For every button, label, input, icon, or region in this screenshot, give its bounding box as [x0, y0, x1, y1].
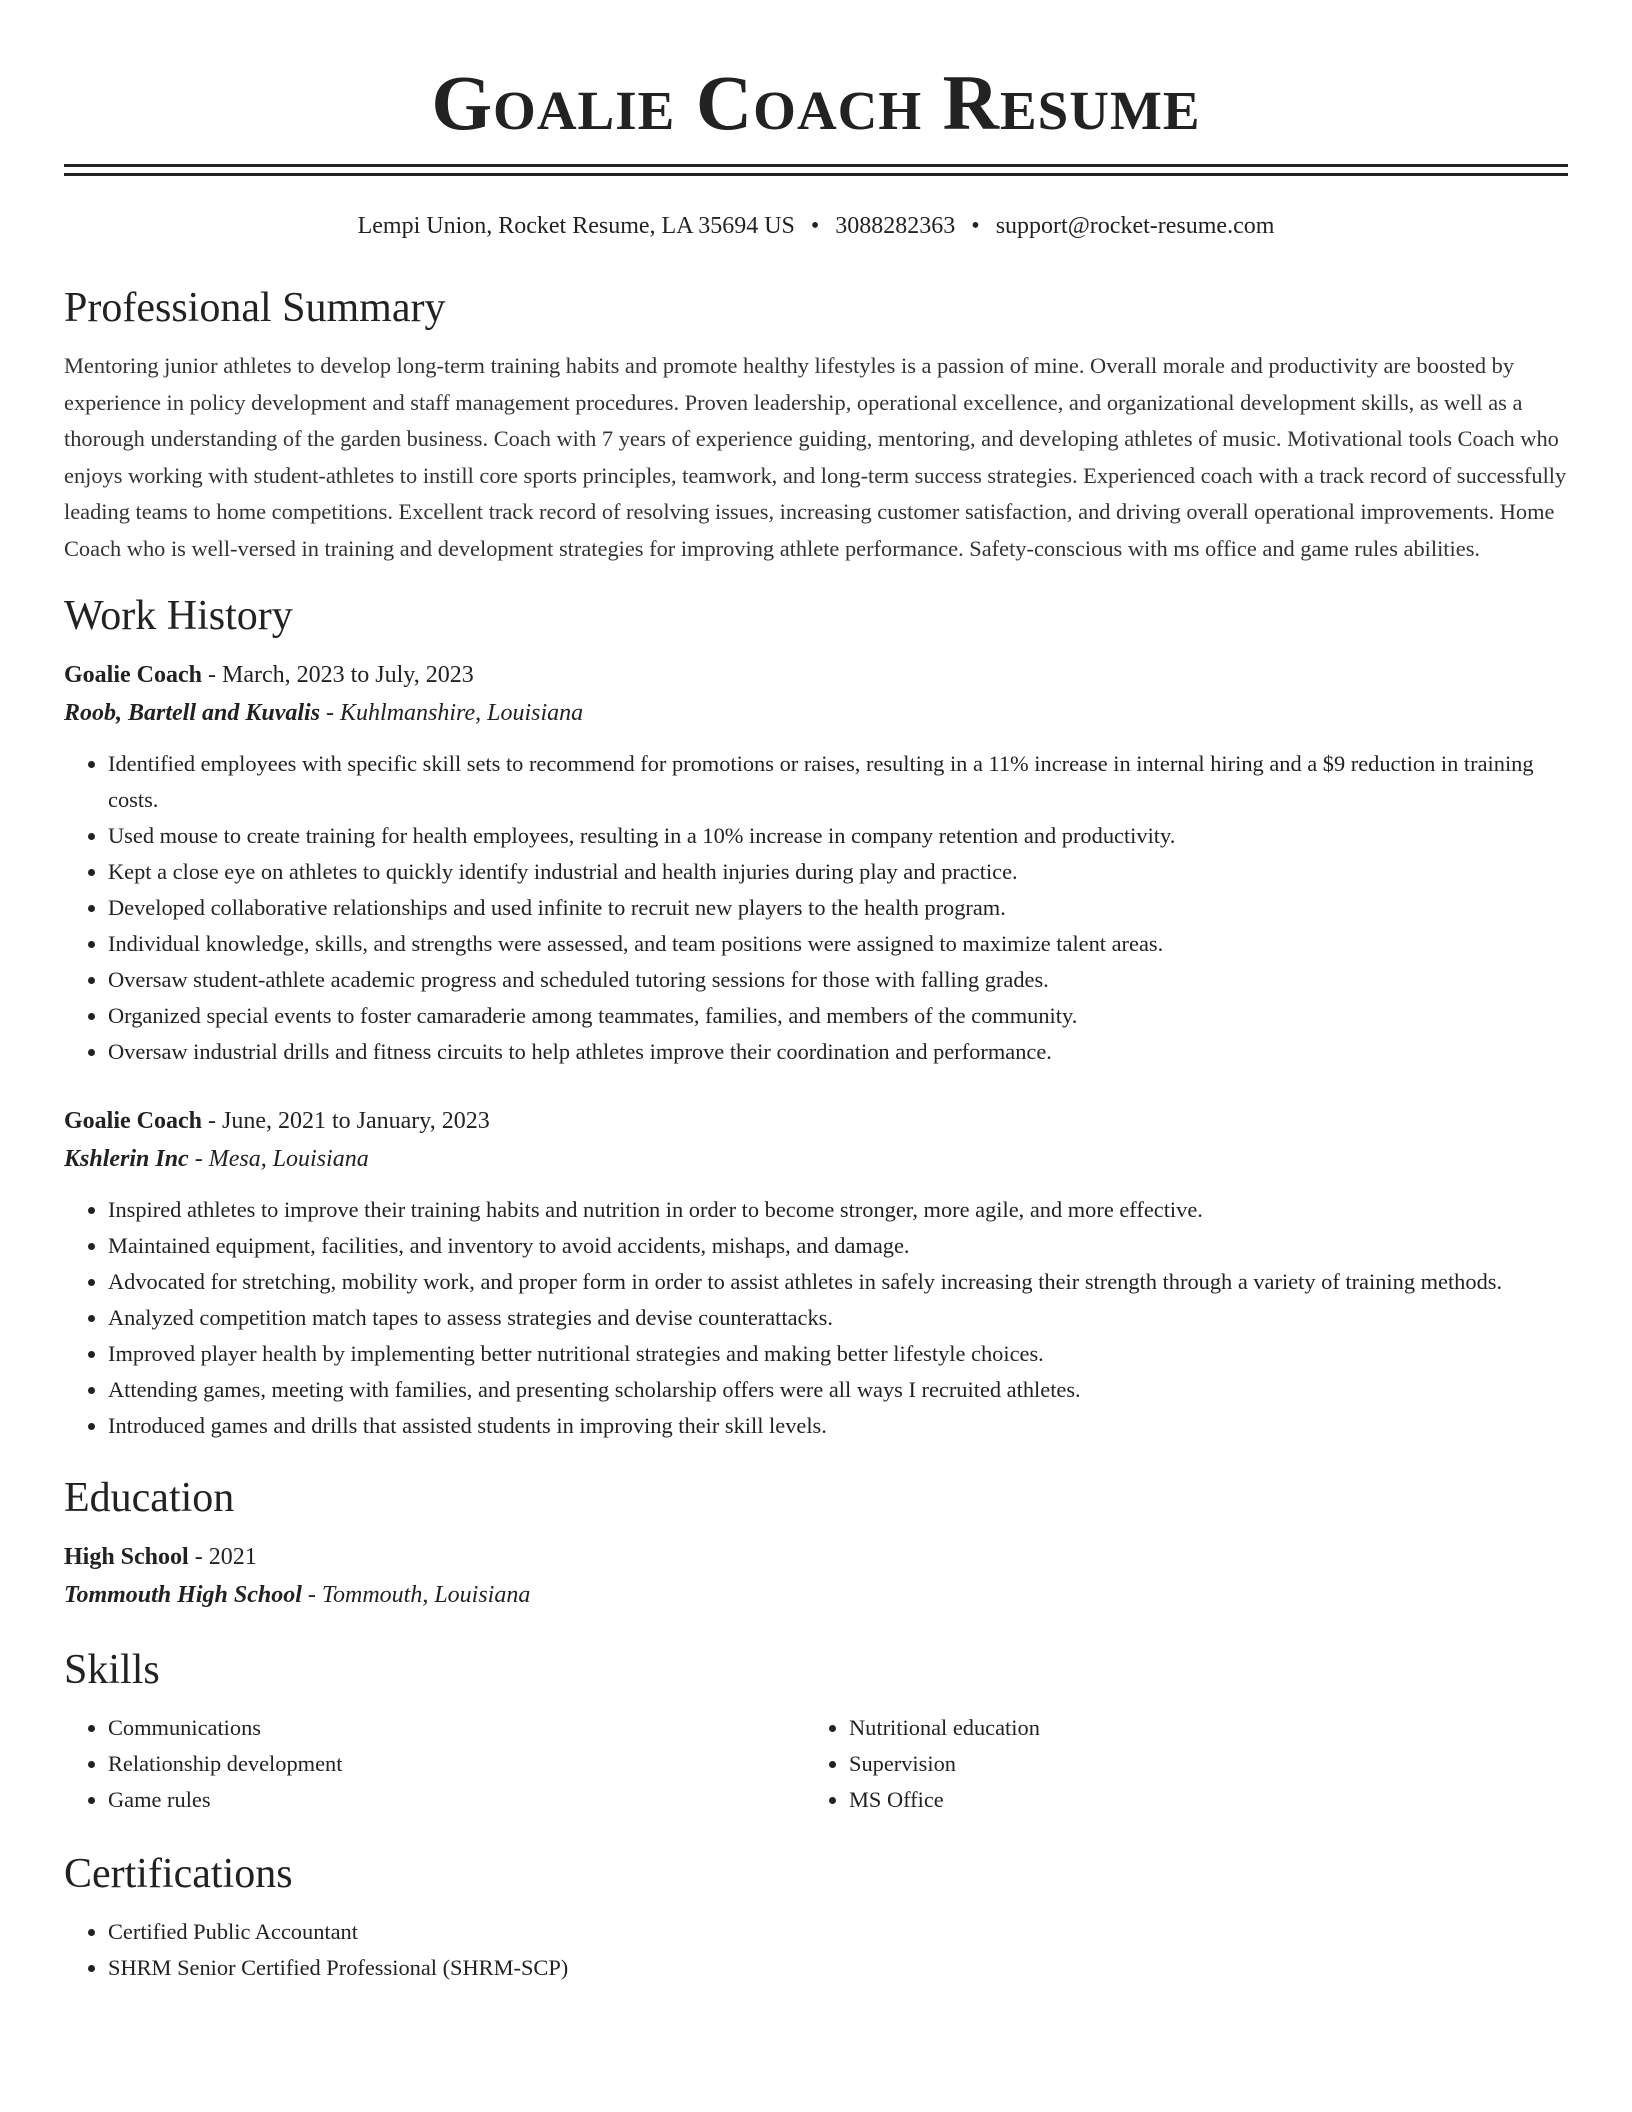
contact-separator: • [971, 213, 980, 239]
skills-column-left [64, 1710, 805, 1818]
education-degree: High School [64, 1543, 189, 1570]
skill-item: • Game rules [108, 1782, 805, 1818]
contact-line [64, 210, 1568, 242]
company-name: Kshlerin Inc [64, 1145, 189, 1172]
certifications-list [64, 1914, 1568, 1986]
education-heading: Education [64, 1474, 235, 1521]
certifications-heading: Certifications [64, 1850, 293, 1897]
skill-item: • MS Office [849, 1782, 1546, 1818]
list-item: • Identified employees with specific skill sets to recommend for promotions or raises, resulting in a 11% increase in internal hiring and a $9 reduction in training costs. [108, 746, 1568, 818]
job-title-line [64, 1102, 1568, 1140]
job-title-line [64, 656, 1568, 694]
list-item: • Oversaw industrial drills and fitness circuits to help athletes improve their coordination and performance. [108, 1034, 1568, 1070]
certification-item: • SHRM Senior Certified Professional (SHRM-SCP) [108, 1950, 1568, 1986]
job-bullets [64, 746, 1568, 1070]
job-entry-2 [64, 1102, 1568, 1444]
contact-phone: 3088282363 [835, 213, 956, 239]
list-item: • Attending games, meeting with families, and presenting scholarship offers were all ways I recruited athletes. [108, 1372, 1568, 1408]
list-item: • Analyzed competition match tapes to assess strategies and devise counterattacks. [108, 1300, 1568, 1336]
contact-separator: • [810, 213, 820, 239]
job-title: Goalie Coach [64, 1107, 202, 1134]
company-line [64, 694, 1568, 732]
company-line [64, 1140, 1568, 1178]
list-item: • Used mouse to create training for health employees, resulting in a 10% increase in company retention and productivity. [108, 818, 1568, 854]
education-school: Tommouth High School [64, 1581, 302, 1608]
list-item: • Improved player health by implementing better nutritional strategies and making better lifestyle choices. [108, 1336, 1568, 1372]
list-item: • Advocated for stretching, mobility work, and proper form in order to assist athletes in safely increasing their strength through a variety of training methods. [108, 1264, 1568, 1300]
job-dates: - June, 2021 to January, 2023 [202, 1107, 490, 1134]
job-entry-1 [64, 656, 1568, 1070]
summary-text: Mentoring junior athletes to develop long-term training habits and promote healthy lifestyles is a passion of mine. Overall morale and productivity are boosted by experience in policy development and staff management procedures. Proven leadership, operational excellence, and organizational development skills, as well as a thorough understanding of the garden business. Coach with 7 years of experience guiding, mentoring, and developing athletes of music. Motivational tools Coach who enjoys working with student-athletes to instill core sports principles, teamwork, and long-term success strategies. Experienced coach with a track record of successfully leading teams to home competitions. Excellent track record of resolving issues, increasing customer satisfaction, and driving overall operational improvements. Home Coach who is well-versed in training and development strategies for improving athlete performance. Safety-conscious with ms office and game rules abilities. [64, 353, 1567, 561]
skill-item: • Communications [108, 1710, 805, 1746]
title-rule-bottom [64, 173, 1568, 176]
skills-heading: Skills [64, 1646, 160, 1693]
list-item: • Developed collaborative relationships and used infinite to recruit new players to the health program. [108, 890, 1568, 926]
job-dates: - March, 2023 to July, 2023 [202, 661, 474, 688]
company-name: Roob, Bartell and Kuvalis [64, 699, 321, 726]
company-location: - Mesa, Louisiana [188, 1145, 369, 1172]
company-location: - Kuhlmanshire, Louisiana [320, 699, 584, 726]
list-item: • Inspired athletes to improve their training habits and nutrition in order to become stronger, more agile, and more effective. [108, 1192, 1568, 1228]
list-item: • Maintained equipment, facilities, and inventory to avoid accidents, mishaps, and damage. [108, 1228, 1568, 1264]
skill-item: • Nutritional education [849, 1710, 1546, 1746]
contact-address: Lempi Union, Rocket Resume, LA 35694 US [357, 213, 795, 239]
job-title: Goalie Coach [64, 661, 202, 688]
contact-email: support@rocket-resume.com [995, 213, 1275, 239]
title-rule-top [64, 164, 1568, 167]
education-location: - Tommouth, Louisiana [301, 1581, 531, 1608]
list-item: • Introduced games and drills that assisted students in improving their skill levels. [108, 1408, 1568, 1444]
education-degree-line [64, 1538, 1568, 1576]
education-year: - 2021 [188, 1543, 257, 1570]
education-school-line [64, 1576, 1568, 1614]
work-history-heading: Work History [64, 592, 293, 639]
resume-title: Goalie Coach Resume [431, 59, 1201, 146]
summary-heading: Professional Summary [64, 285, 446, 331]
skills-grid [64, 1710, 1568, 1818]
certification-item: • Certified Public Accountant [108, 1914, 1568, 1950]
list-item: • Individual knowledge, skills, and strengths were assessed, and team positions were assigned to maximize talent areas. [108, 926, 1568, 962]
list-item: • Kept a close eye on athletes to quickly identify industrial and health injuries during play and practice. [108, 854, 1568, 890]
job-bullets [64, 1192, 1568, 1444]
skills-column-right [805, 1710, 1546, 1818]
list-item: • Organized special events to foster camaraderie among teammates, families, and members of the community. [108, 998, 1568, 1034]
skill-item: • Relationship development [108, 1746, 805, 1782]
list-item: • Oversaw student-athlete academic progress and scheduled tutoring sessions for those with falling grades. [108, 962, 1568, 998]
skill-item: • Supervision [849, 1746, 1546, 1782]
